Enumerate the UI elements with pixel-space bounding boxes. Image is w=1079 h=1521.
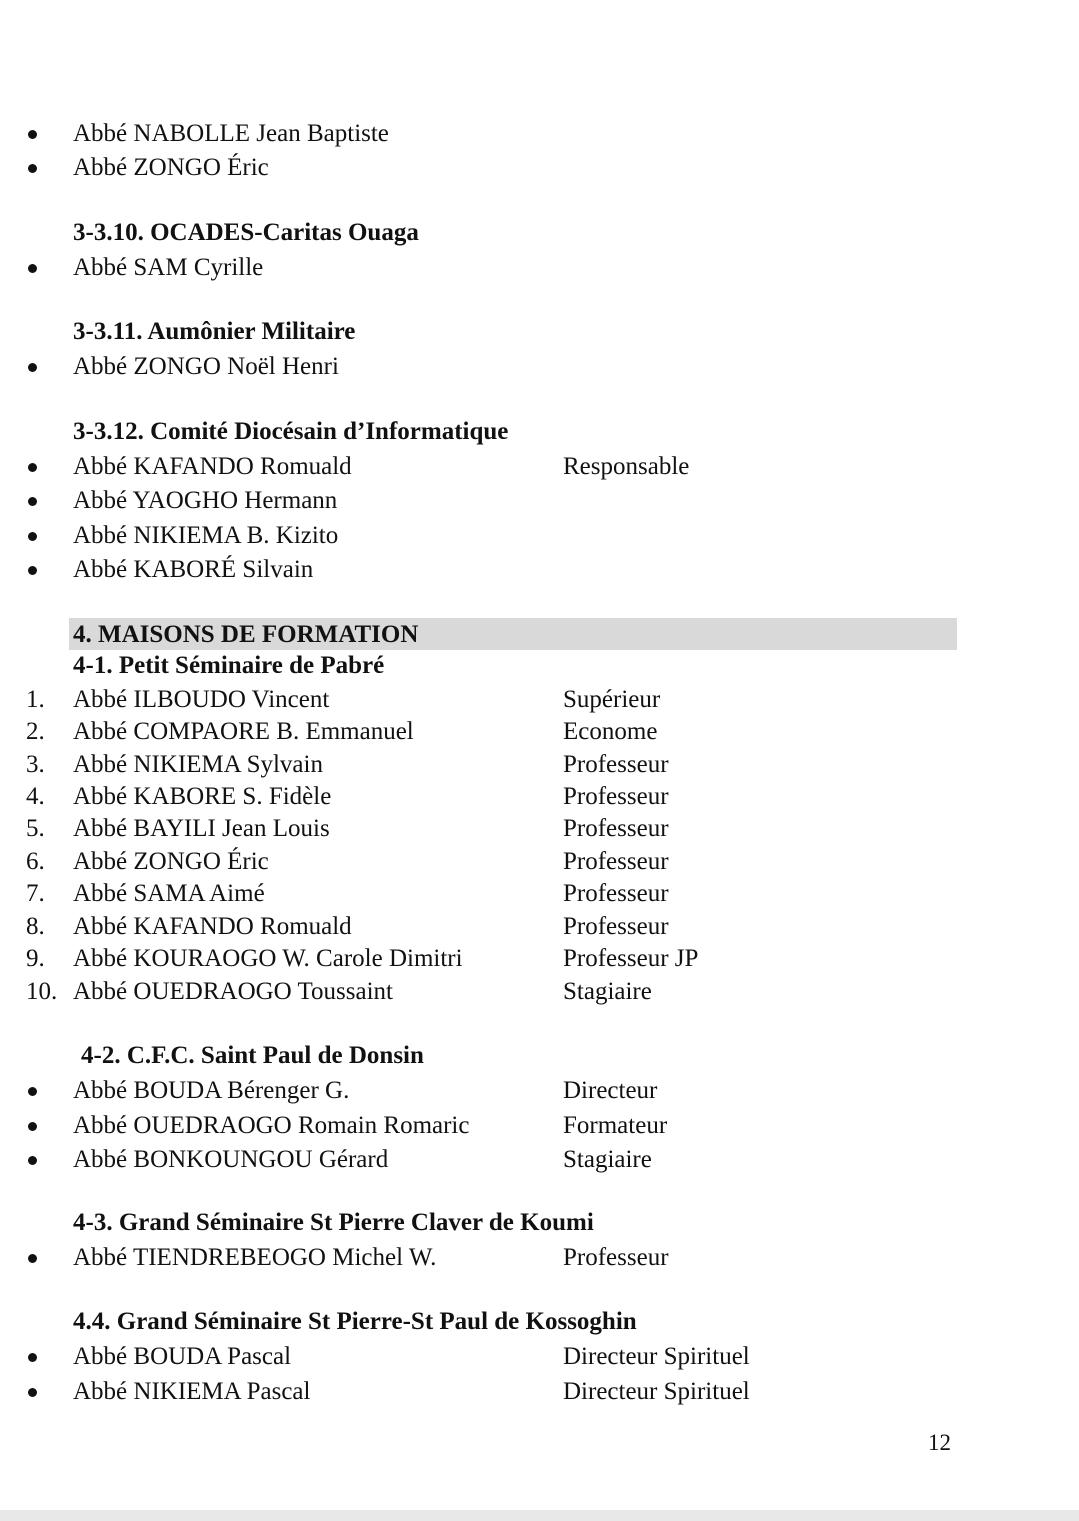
person-name: Abbé KABORÉ Silvain bbox=[73, 556, 314, 583]
item-number: 3. bbox=[26, 751, 45, 778]
person-name: Abbé TIENDREBEOGO Michel W. bbox=[73, 1244, 437, 1271]
item-number: 7. bbox=[26, 880, 45, 907]
person-name: Abbé OUEDRAOGO Toussaint bbox=[73, 978, 393, 1005]
person-name: Abbé BOUDA Bérenger G. bbox=[73, 1077, 350, 1104]
bullet-icon bbox=[28, 164, 37, 173]
person-role: Professeur bbox=[563, 913, 669, 940]
person-role: Formateur bbox=[563, 1112, 668, 1139]
person-name: Abbé YAOGHO Hermann bbox=[73, 487, 338, 514]
person-role: Stagiaire bbox=[563, 978, 652, 1005]
person-role: Professeur bbox=[563, 880, 669, 907]
section-heading-4-2: 4-2. C.F.C. Saint Paul de Donsin bbox=[81, 1042, 424, 1069]
person-name: Abbé OUEDRAOGO Romain Romaric bbox=[73, 1112, 470, 1139]
section-heading-4-1: 4-1. Petit Séminaire de Pabré bbox=[73, 652, 385, 679]
person-name: Abbé NIKIEMA B. Kizito bbox=[73, 522, 339, 549]
person-name: Abbé ZONGO Noël Henri bbox=[73, 353, 339, 380]
person-name: Abbé KOURAOGO W. Carole Dimitri bbox=[73, 945, 463, 972]
person-role: Professeur bbox=[563, 1244, 669, 1271]
person-name: Abbé KAFANDO Romuald bbox=[73, 453, 352, 480]
bullet-icon bbox=[28, 566, 37, 575]
bullet-icon bbox=[28, 363, 37, 372]
person-name: Abbé NABOLLE Jean Baptiste bbox=[73, 120, 389, 147]
person-role: Professeur bbox=[563, 815, 669, 842]
item-number: 10. bbox=[26, 978, 58, 1005]
bullet-icon bbox=[28, 264, 37, 273]
item-number: 6. bbox=[26, 848, 45, 875]
item-number: 8. bbox=[26, 913, 45, 940]
section-heading-3-3-12: 3-3.12. Comité Diocésain d’Informatique bbox=[73, 418, 509, 445]
person-name: Abbé NIKIEMA Sylvain bbox=[73, 751, 323, 778]
bullet-icon bbox=[28, 130, 37, 139]
page-number: 12 bbox=[928, 1430, 951, 1455]
person-name: Abbé BONKOUNGOU Gérard bbox=[73, 1146, 389, 1173]
item-number: 4. bbox=[26, 783, 45, 810]
section-heading-4: 4. MAISONS DE FORMATION bbox=[73, 621, 419, 648]
person-name: Abbé BAYILI Jean Louis bbox=[73, 815, 330, 842]
item-number: 1. bbox=[26, 686, 45, 713]
person-name: Abbé SAM Cyrille bbox=[73, 254, 264, 281]
section-heading-4-3: 4-3. Grand Séminaire St Pierre Claver de Koumi bbox=[73, 1209, 594, 1236]
person-role: Professeur bbox=[563, 848, 669, 875]
person-name: Abbé BOUDA Pascal bbox=[73, 1343, 292, 1370]
item-number: 9. bbox=[26, 945, 45, 972]
person-role: Responsable bbox=[563, 453, 690, 480]
person-name: Abbé ZONGO Éric bbox=[73, 154, 269, 181]
bullet-icon bbox=[28, 497, 37, 506]
section-heading-3-3-10: 3-3.10. OCADES-Caritas Ouaga bbox=[73, 219, 419, 246]
bullet-icon bbox=[28, 1353, 37, 1362]
bullet-icon bbox=[28, 532, 37, 541]
person-role: Directeur bbox=[563, 1077, 658, 1104]
person-role: Professeur JP bbox=[563, 945, 699, 972]
bullet-icon bbox=[28, 1087, 37, 1096]
person-role: Directeur Spirituel bbox=[563, 1378, 750, 1405]
section-heading-3-3-11: 3-3.11. Aumônier Militaire bbox=[73, 318, 356, 345]
item-number: 5. bbox=[26, 815, 45, 842]
person-name: Abbé ILBOUDO Vincent bbox=[73, 686, 330, 713]
person-name: Abbé NIKIEMA Pascal bbox=[73, 1378, 311, 1405]
person-name: Abbé KABORE S. Fidèle bbox=[73, 783, 332, 810]
item-number: 2. bbox=[26, 718, 45, 745]
person-role: Stagiaire bbox=[563, 1146, 652, 1173]
page-bottom-strip bbox=[0, 1510, 1079, 1521]
person-role: Professeur bbox=[563, 783, 669, 810]
person-name: Abbé COMPAORE B. Emmanuel bbox=[73, 718, 414, 745]
bullet-icon bbox=[28, 1122, 37, 1131]
person-name: Abbé ZONGO Éric bbox=[73, 848, 269, 875]
person-role: Directeur Spirituel bbox=[563, 1343, 750, 1370]
bullet-icon bbox=[28, 1388, 37, 1397]
bullet-icon bbox=[28, 1156, 37, 1165]
person-role: Econome bbox=[563, 718, 658, 745]
bullet-icon bbox=[28, 463, 37, 472]
person-role: Supérieur bbox=[563, 686, 661, 713]
person-name: Abbé KAFANDO Romuald bbox=[73, 913, 352, 940]
section-heading-4-4: 4.4. Grand Séminaire St Pierre-St Paul de Kossoghin bbox=[73, 1308, 637, 1335]
person-role: Professeur bbox=[563, 751, 669, 778]
bullet-icon bbox=[28, 1254, 37, 1263]
person-name: Abbé SAMA Aimé bbox=[73, 880, 265, 907]
